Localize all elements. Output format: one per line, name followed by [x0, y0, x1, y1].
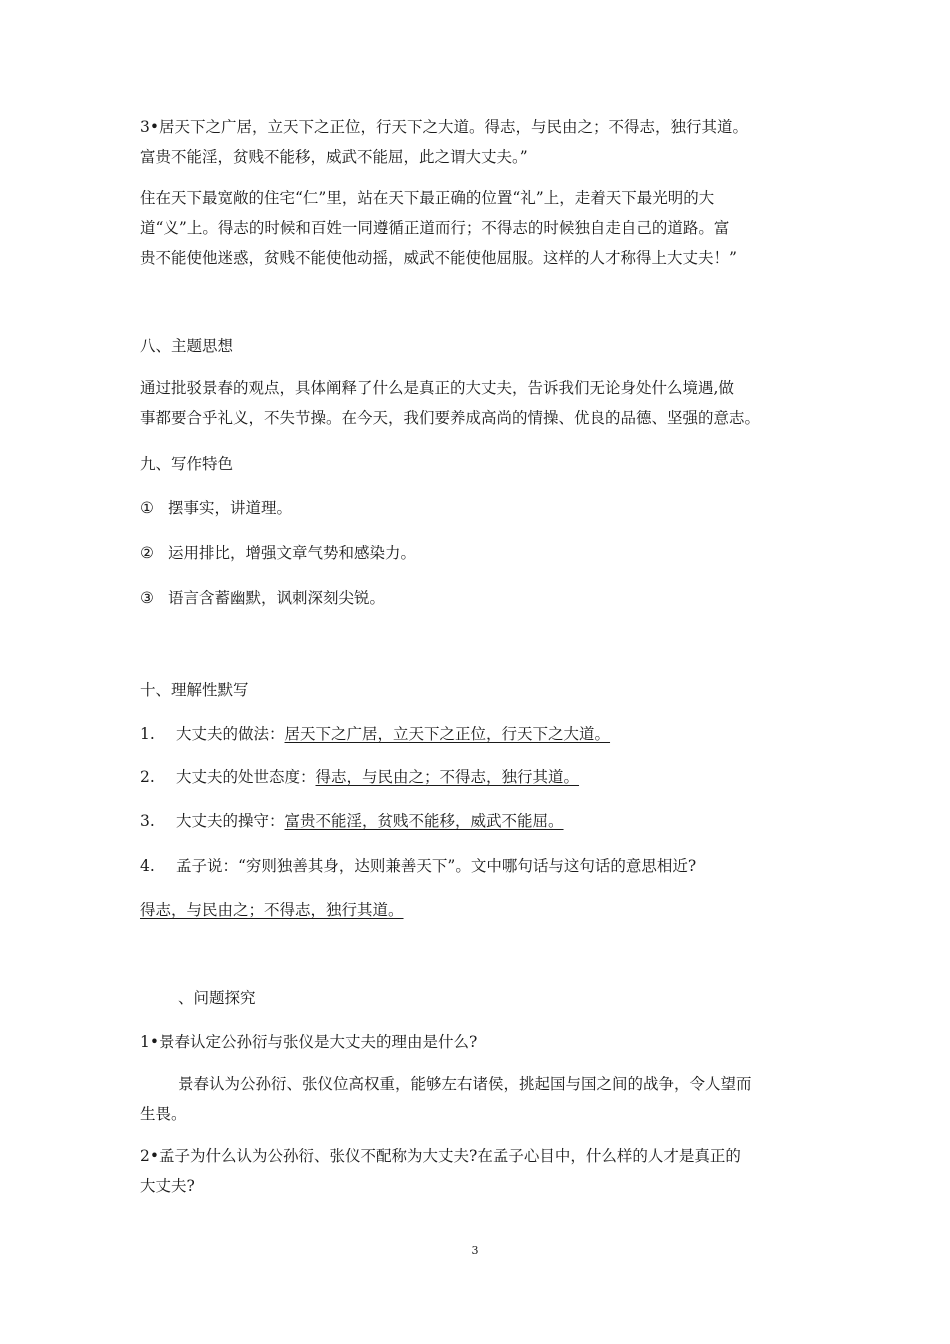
answer-1-line-2: 生畏。 — [140, 1105, 187, 1123]
item-answer: 得志，与民由之；不得志，独行其道。 — [140, 901, 404, 919]
section-11-heading: 、问题探究 — [178, 989, 256, 1007]
dictation-item-1 — [140, 724, 610, 744]
translation-line-2: 道“义”上。得志的时候和百姓一同遵循正道而行；不得志的时候独自走自己的道路。富 — [140, 219, 730, 237]
feature-item-3 — [140, 588, 385, 608]
item-answer: 居天下之广居，立天下之正位，行天下之大道。 — [284, 725, 611, 743]
translation-line-3: 贵不能使他迷惑，贫贱不能使他动摇，威武不能使他屈服。这样的人才称得上大丈夫！” — [140, 249, 737, 267]
dictation-item-3 — [140, 811, 564, 831]
item-number: 2. — [140, 768, 155, 786]
feature-item-1 — [140, 498, 292, 518]
item-number: 3. — [140, 812, 155, 830]
item-number: 4. — [140, 857, 155, 875]
answer-1-line-1: 景春认为公孙衍、张仪位高权重，能够左右诸侯，挑起国与国之间的战争，令人望而 — [178, 1075, 752, 1093]
item-prompt: 大丈夫的操守： — [176, 812, 285, 830]
feature-marker: ③ — [140, 589, 154, 607]
quote-line-2: 富贵不能淫，贫贱不能移，威武不能屈，此之谓大丈夫。” — [140, 148, 528, 166]
dictation-item-2 — [140, 767, 579, 787]
feature-text: 语言含蓄幽默，讽刺深刻尖锐。 — [168, 589, 386, 607]
item-prompt: 大丈夫的处世态度： — [176, 768, 316, 786]
section-8-heading: 八、主题思想 — [140, 337, 234, 355]
dictation-item-4-answer — [140, 900, 404, 920]
theme-line-2: 事都要合乎礼义，不失节操。在今天，我们要养成高尚的情操、优良的品德、坚强的意志。 — [140, 409, 761, 427]
question-2-line-1: 2•孟子为什么认为公孙衍、张仪不配称为大丈夫?在孟子心目中，什么样的人才是真正的 — [140, 1147, 741, 1165]
feature-marker: ② — [140, 544, 154, 562]
page-number: 3 — [471, 1244, 479, 1257]
feature-item-2 — [140, 543, 416, 563]
theme-line-1: 通过批驳景春的观点，具体阐释了什么是真正的大丈夫，告诉我们无论身处什么境遇,做 — [140, 379, 734, 397]
dictation-item-4 — [140, 856, 696, 876]
item-prompt: 大丈夫的做法： — [176, 725, 285, 743]
item-answer: 得志，与民由之；不得志，独行其道。 — [315, 768, 580, 786]
feature-marker: ① — [140, 499, 154, 517]
question-2-line-2: 大丈夫? — [140, 1177, 195, 1195]
section-9-heading: 九、写作特色 — [140, 455, 234, 473]
question-1: 1•景春认定公孙衍与张仪是大丈夫的理由是什么? — [140, 1033, 478, 1051]
item-answer: 富贵不能淫，贫贱不能移，威武不能屈。 — [284, 812, 564, 830]
quote-line-1: 3•居天下之广居，立天下之正位，行天下之大道。得志，与民由之；不得志，独行其道。 — [140, 118, 749, 136]
translation-line-1: 住在天下最宽敞的住宅“仁”里，站在天下最正确的位置“礼”上，走着天下最光明的大 — [140, 189, 715, 207]
feature-text: 运用排比，增强文章气势和感染力。 — [168, 544, 417, 562]
feature-text: 摆事实，讲道理。 — [168, 499, 293, 517]
item-prompt: 孟子说：“穷则独善其身，达则兼善天下”。文中哪句话与这句话的意思相近? — [176, 857, 697, 875]
section-10-heading: 十、理解性默写 — [140, 681, 249, 699]
item-number: 1. — [140, 725, 155, 743]
